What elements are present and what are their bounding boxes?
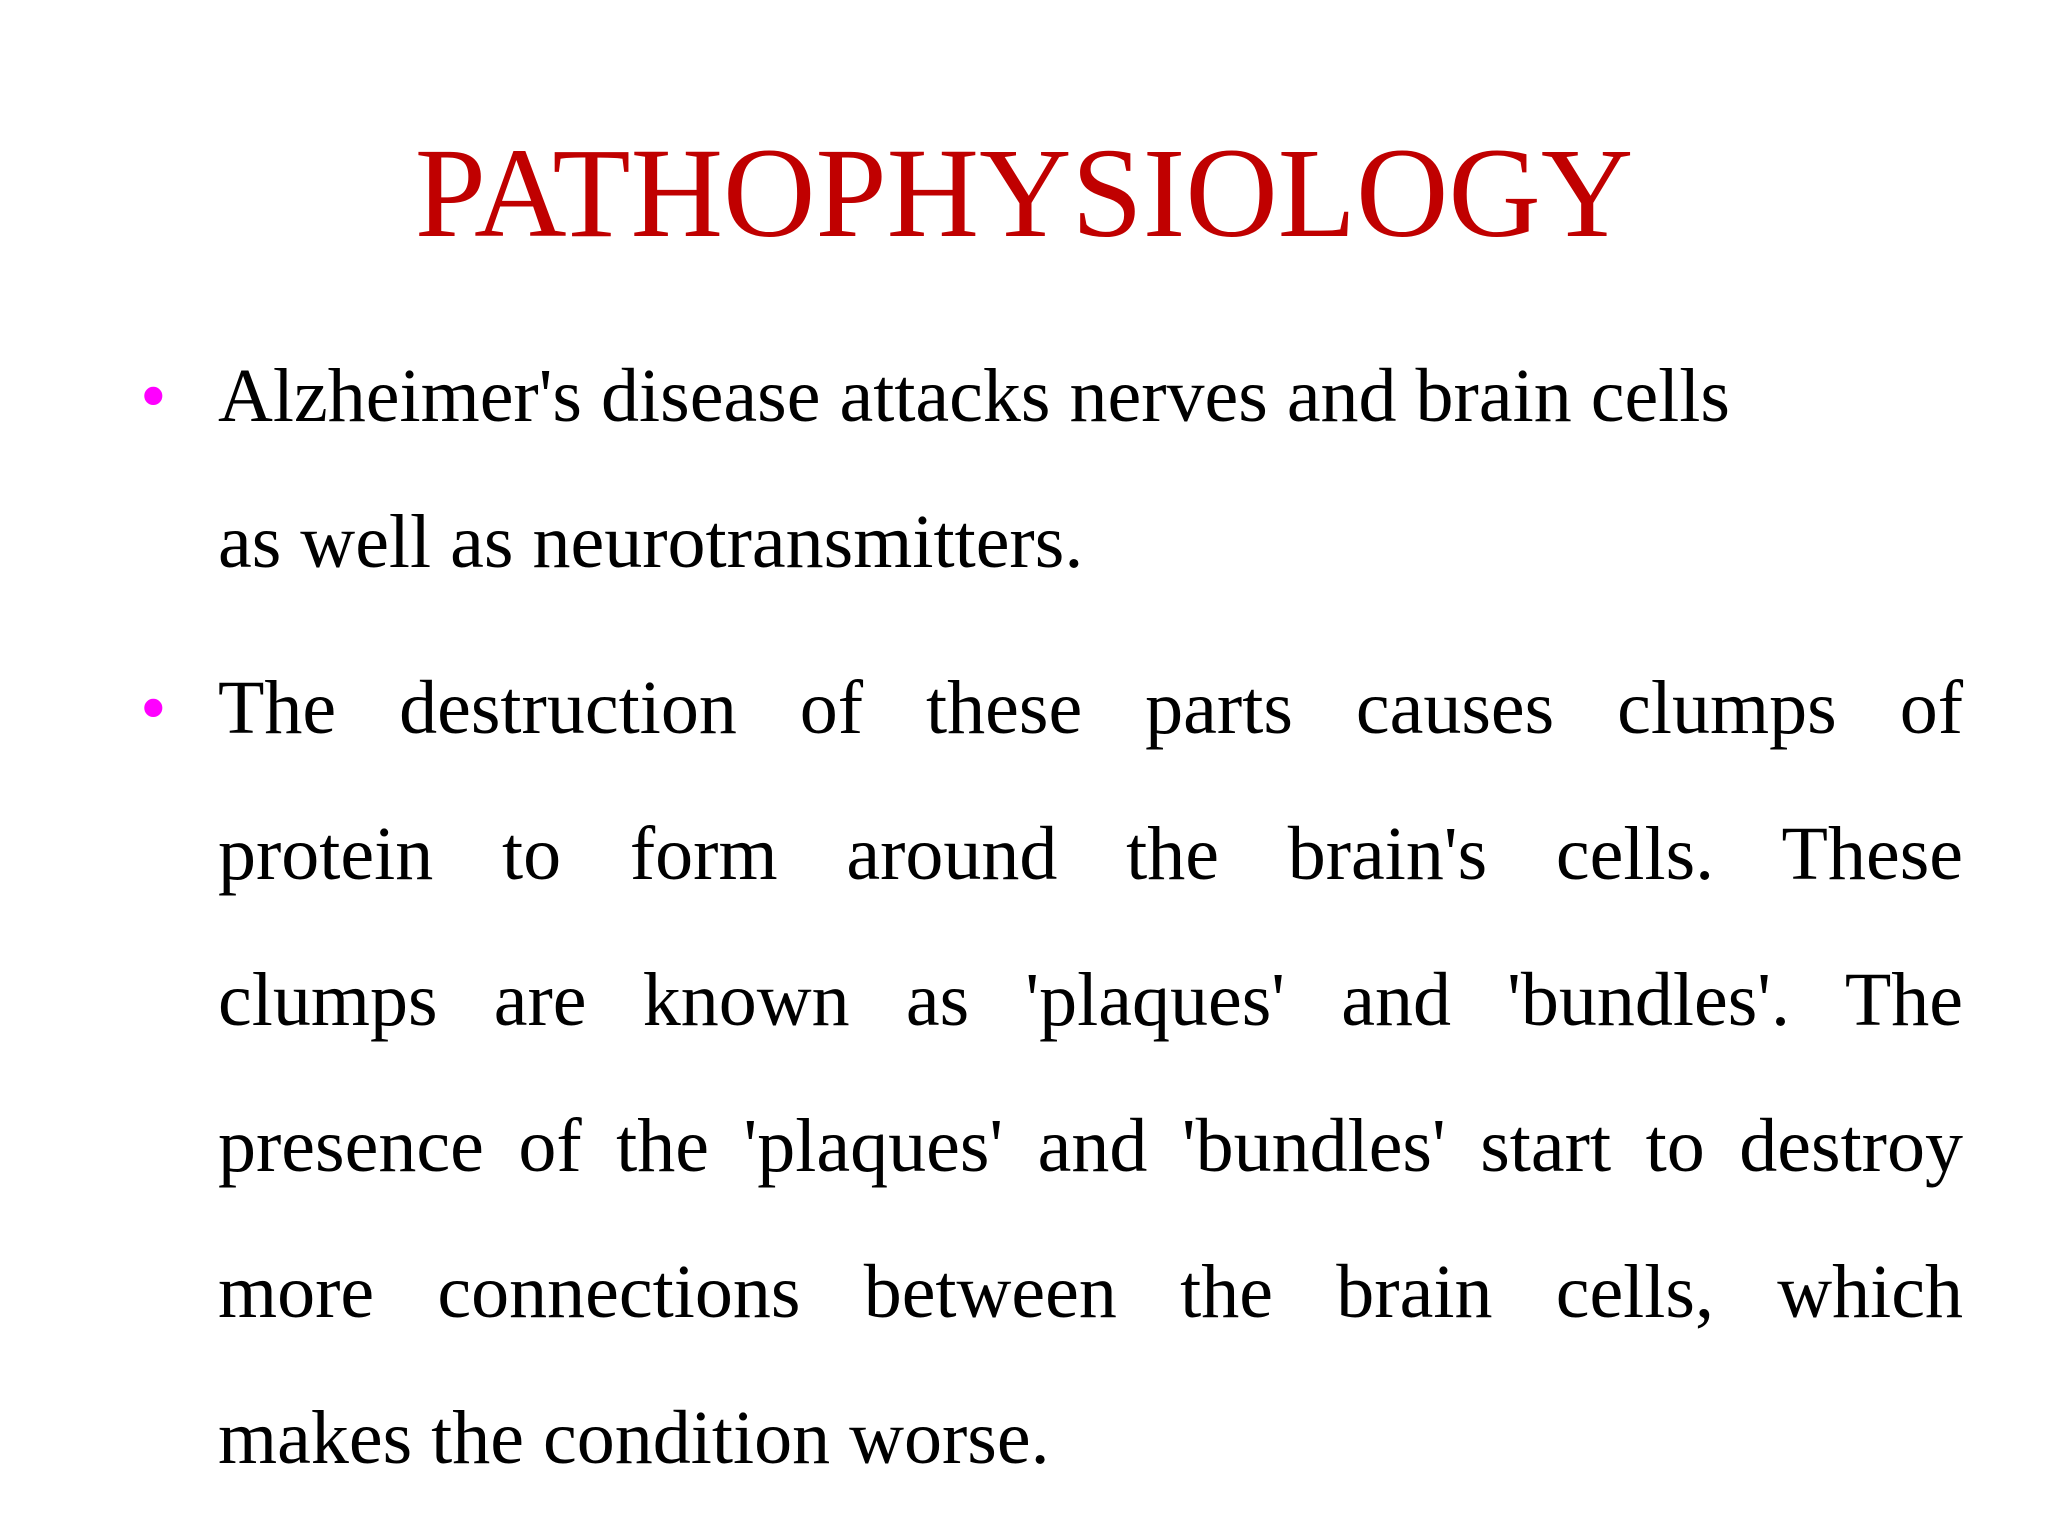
bullet-dot-icon: • [140, 666, 167, 750]
bullet-line: Alzheimer's disease attacks nerves and brain cells [218, 354, 1730, 438]
slide-title: PATHOPHYSIOLOGY [414, 122, 1634, 264]
bullet-line: The destruction of these parts causes clumps of [218, 666, 1963, 750]
bullet-line: clumps are known as 'plaques' and 'bundles'. The [218, 958, 1963, 1042]
bullet-dot-icon: • [140, 354, 167, 438]
bullet-line: presence of the 'plaques' and 'bundles' start to destroy [218, 1104, 1963, 1188]
bullet-text [218, 635, 1963, 1511]
bullet-line: as well as neurotransmitters. [218, 500, 1084, 584]
bullet-line: more connections between the brain cells, which [218, 1250, 1963, 1334]
bullet-text [218, 323, 1963, 615]
bullet-line: protein to form around the brain's cells. These [218, 812, 1963, 896]
bullet-line: makes the condition worse. [218, 1396, 1050, 1480]
